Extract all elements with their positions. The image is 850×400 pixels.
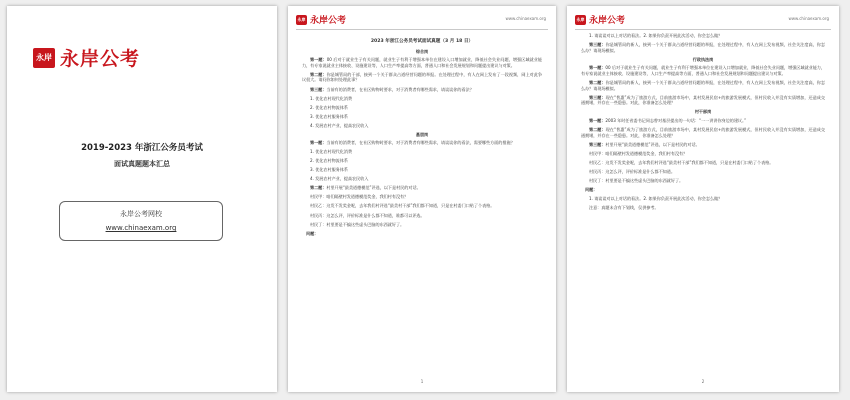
page-number: 2 xyxy=(701,379,705,384)
dialog-line: 村民丁：村里要是不搞这些虚头巴脑的东西就好了。 xyxy=(589,178,684,184)
question-label: 第三题： xyxy=(589,94,606,100)
question-label: 第三题： xyxy=(589,41,606,47)
header-brand-name: 永岸公考 xyxy=(310,16,347,26)
header-logo xyxy=(575,13,625,26)
question-text: 2003 年时任省委书记同志曾对基层提出的一句话：“一一讲讲你身边的建议。” xyxy=(605,117,747,123)
question xyxy=(581,95,825,106)
question xyxy=(581,42,825,53)
question-label: 第一题： xyxy=(310,140,327,146)
list-item: 2. 优化农村物流体系 xyxy=(310,104,348,110)
question-text: 你是城管局的干部，接到一个关于群众占道经营问题的举报。在处理过程中，有人在网上发布了一段视频，网上对此争议很大。请问你如何处理此事？ xyxy=(302,71,542,83)
question-text: 村里开展“最美道德模范”评选，以下是村民的对话。 xyxy=(605,141,700,147)
dialog-line: 村民丁：村里要是不搞这些虚头巴脑的东西就好了。 xyxy=(310,221,405,227)
section-heading: 行政执法岗 xyxy=(692,56,714,62)
question xyxy=(581,118,825,124)
question-text: 现在“普惠”成为了旅游方式，目前旅游市场中，某村发展民宿+的旅游发展模式，但村民收入并没有实质增加，还造成交通拥堵，并存在一些隐患。对此，你准备怎么处理？ xyxy=(581,94,826,106)
cover-info-box xyxy=(59,201,223,241)
page-1-body xyxy=(302,36,542,239)
header-divider xyxy=(296,29,548,30)
question-label: 第三题： xyxy=(310,86,327,92)
dialog-line: 村民丙：这怎么评，评价标准是什么都不知道。 xyxy=(589,168,675,174)
question xyxy=(302,57,542,68)
document-page-1 xyxy=(288,6,556,392)
header-logo xyxy=(296,13,346,26)
question-label: 第一题： xyxy=(589,117,606,123)
question-prompt: 问题： xyxy=(585,187,598,193)
dialog-line: 村民丙：这怎么评，评价标准是什么都不知道，谁都可以评选。 xyxy=(310,212,425,218)
question-label: 第一题： xyxy=(310,57,327,63)
dialog-line: 村民乙：这发不发奖金呢，去年我们村评选“最美村干部”我们都不知道，只是在村委门口贴了个表格。 xyxy=(589,159,774,165)
page-2-body xyxy=(581,33,825,214)
question-text: 00 后对于就业生子有关问题，就业生子有利于增强本单位在建设入口增加就业，降低社会失业问题，增强区域就业能力，有专家说就业主体接收、设施建设等，人口生产率提高等方面，普通人口和社会发展规划和问题提出建议与对策。 xyxy=(581,65,826,76)
list-item: 1. 优化农村现代化消费 xyxy=(310,149,353,155)
section-heading: 综合岗 xyxy=(415,48,429,54)
section-heading: 村干部岗 xyxy=(694,109,712,115)
question-text: 00 后对于就业生子有关问题，就业生子有利于增强本单位在建设入口增加就业，降低社会失业问题，增强区域就业能力，有专家说就业主体接收、设施建设等，人口生产率提高等方面，普通人口和社会发展规划和问题提出建议与对策。 xyxy=(302,57,542,68)
list-item: 3. 优化农村服务体系 xyxy=(310,113,348,119)
list-item: 4. 发展农村产业，提高农民收入 xyxy=(310,122,369,128)
list-item: 4. 发展农村产业，提高农民收入 xyxy=(310,176,369,182)
question-label: 第三题： xyxy=(589,141,606,147)
school-name: 永岸公考网校 xyxy=(120,210,162,218)
brand-name: 永岸公考 xyxy=(60,48,141,70)
question xyxy=(581,142,825,148)
question xyxy=(302,87,542,93)
header-url[interactable]: www.chinaexam.org xyxy=(505,16,546,21)
question-text: 你是城管局的新人，接到一个关于群众占道经营问题的举报，在处理过程中，有人在网上发布视频，社会关注度高，你怎么办？请现场模拟。 xyxy=(581,41,826,53)
list-item: 3. 优化农村服务体系 xyxy=(310,167,348,173)
list-item: 2. 优化农村物流体系 xyxy=(310,158,348,164)
list-item: 1. 请谈谈对以上对话的看法。2. 如果你负责开展此次活动，你会怎么做？ xyxy=(589,33,723,38)
question-label: 第二题： xyxy=(310,71,327,77)
page-number: 1 xyxy=(420,379,424,384)
question-label: 第二题： xyxy=(589,127,606,133)
list-item: 1. 请谈谈对以上对话的看法。2. 如果你负责开展此次活动，你会怎么做？ xyxy=(589,195,723,201)
question-text: 当前有的消费者，在社区购物时要求，对于消费者有哪些需求，请谈谈你的看法，需要哪些方面的措施？ xyxy=(326,140,515,146)
list-item: 1. 优化农村现代化消费 xyxy=(310,95,353,101)
brand-logo xyxy=(33,44,140,71)
question-text: 当前有的消费者，在社区购物时要求，对于消费者有哪些需求，请谈谈你的看法？ xyxy=(326,86,474,92)
question-label: 第一题： xyxy=(589,65,606,71)
question-label: 第二题： xyxy=(589,79,606,85)
note-text: 注意：真题未含有下划线，仅供参考。 xyxy=(589,204,659,210)
doc-title: 2023 年浙江公务员考试面试真题（3 月 18 日） xyxy=(370,39,474,44)
website-link[interactable]: www.chinaexam.org xyxy=(105,224,177,232)
logo-mark-icon: 永岸 xyxy=(33,48,55,68)
question xyxy=(302,72,542,83)
question xyxy=(302,140,542,146)
question-text: 现在“普惠”成为了旅游方式，目前旅游市场中，某村发展民宿+的旅游发展模式，但村民收入并没有实质增加，还造成交通拥堵，并存在一些隐患。对此，你准备怎么处理？ xyxy=(581,127,826,138)
dialog-line: 村民乙：这发不发奖金呢，去年我们村评选“最美村干部”我们都不知道，只是在村委门口贴了个表格。 xyxy=(310,203,495,209)
dialog-line: 村民甲：咱们隔壁村发道德模范奖金，我们村有没有？ xyxy=(310,194,409,200)
header-url[interactable]: www.chinaexam.org xyxy=(788,16,829,21)
header-brand-name: 永岸公考 xyxy=(589,16,626,26)
question xyxy=(581,65,825,76)
logo-mark-icon: 永岸 xyxy=(296,15,307,25)
question-prompt: 问题： xyxy=(306,230,319,236)
document-page-2 xyxy=(567,6,839,392)
dialog-line: 村民甲：咱们隔壁村发道德模范奖金，我们村有没有？ xyxy=(589,150,688,156)
cover-page xyxy=(7,6,277,392)
logo-mark-icon: 永岸 xyxy=(575,15,586,25)
section-heading: 基层岗 xyxy=(415,131,429,137)
cover-title: 2019-2023 年浙江公务员考试 xyxy=(81,143,203,153)
question-text: 村里开展“最美道德模范”评选，以下是村民的对话。 xyxy=(326,185,421,191)
question xyxy=(581,127,825,138)
question xyxy=(302,185,542,191)
question-label: 第二题： xyxy=(310,185,327,191)
question xyxy=(581,80,825,91)
cover-subtitle: 面试真题题本汇总 xyxy=(114,160,170,168)
header-divider xyxy=(575,29,831,30)
question-text: 你是城管局的新人，接到一个关于群众占道经营问题的举报，在处理过程中，有人在网上发布视频，社会关注度高，你怎么办？请现场模拟。 xyxy=(581,79,826,91)
